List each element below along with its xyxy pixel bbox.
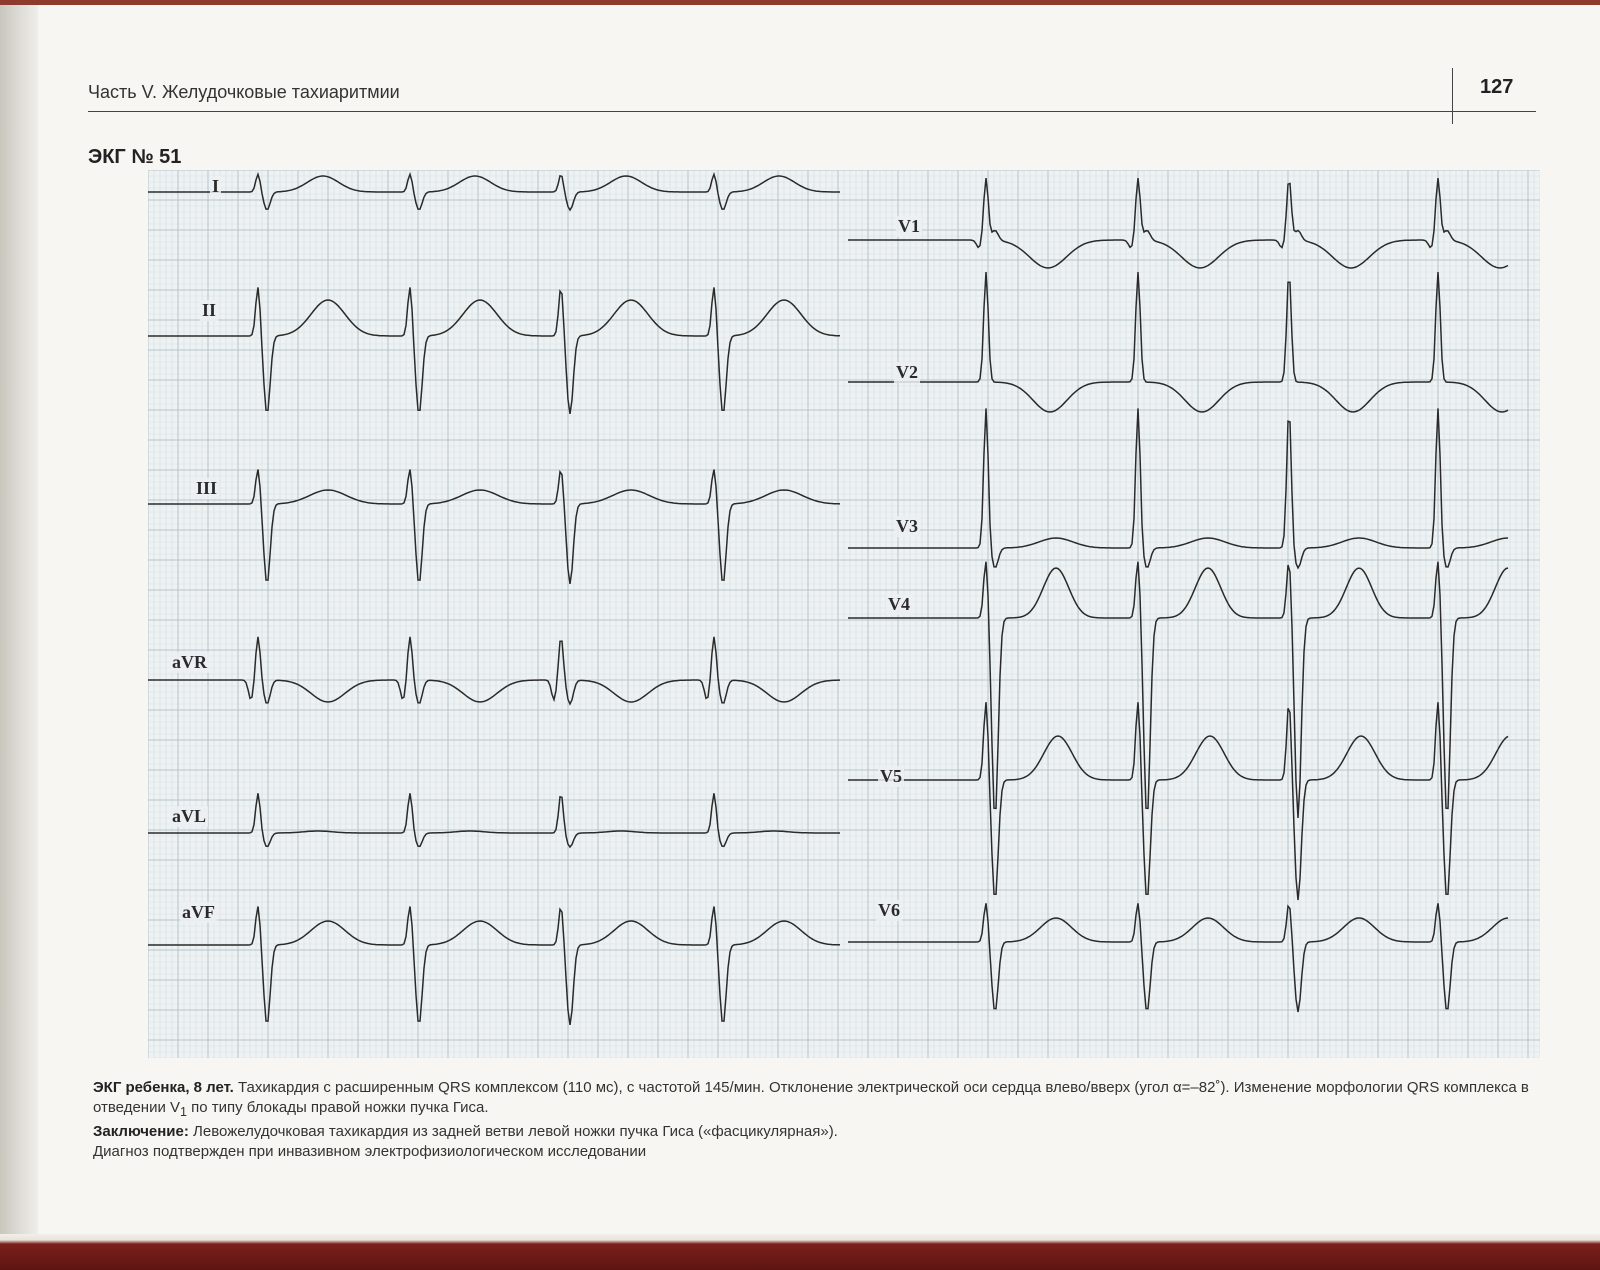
lead-label-V4: V4 [888, 594, 910, 614]
ecg-strip [148, 170, 1540, 1058]
top-edge [0, 0, 1600, 5]
lead-label-aVL: aVL [172, 806, 207, 826]
caption-subscript: 1 [180, 1105, 187, 1119]
caption-lead-in: ЭКГ ребенка, 8 лет. [93, 1079, 234, 1096]
conclusion-label: Заключение: [93, 1123, 189, 1140]
header-rule [88, 111, 1536, 112]
lead-label-V5: V5 [880, 766, 902, 786]
lead-label-aVF: aVF [182, 902, 215, 922]
page-number: 127 [1480, 76, 1514, 98]
lead-label-V6: V6 [878, 900, 900, 920]
book-bottom-edge [0, 1234, 1600, 1270]
book-spine-shadow [0, 0, 38, 1234]
lead-label-I: I [212, 176, 220, 196]
caption-description-end: по типу блокады правой ножки пучка Гиса. [186, 1099, 489, 1116]
lead-label-III: III [196, 478, 218, 498]
conclusion-text: Левожелудочковая тахикардия из задней ветви левой ножки пучка Гиса («фасцикулярная»). [188, 1123, 838, 1140]
caption-diagnosis: Диагноз подтвержден при инвазивном электрофизиологическом исследовании [93, 1143, 647, 1160]
lead-label-II: II [202, 300, 217, 320]
ecg-title: ЭКГ № 51 [88, 146, 182, 168]
section-title: Часть V. Желудочковые тахиаритмии [88, 82, 400, 102]
lead-label-V1: V1 [898, 216, 920, 236]
figure-caption [93, 1078, 1543, 1162]
caption-line-1 [93, 1078, 1543, 1122]
lead-label-V2: V2 [896, 362, 918, 382]
caption-description: Тахикардия с расширенным QRS комплексом (110 мс), с частотой 145/мин. Отклонение электрической оси сердца влево/вверх (угол α=–82˚). Изменение морфологии QRS комплекса в отведении V [93, 1079, 1529, 1116]
lead-label-aVR: aVR [172, 652, 207, 672]
header-divider [1452, 68, 1453, 124]
ecg-grid-and-traces [148, 170, 1540, 1058]
lead-label-V3: V3 [896, 516, 918, 536]
caption-conclusion [93, 1122, 1543, 1142]
